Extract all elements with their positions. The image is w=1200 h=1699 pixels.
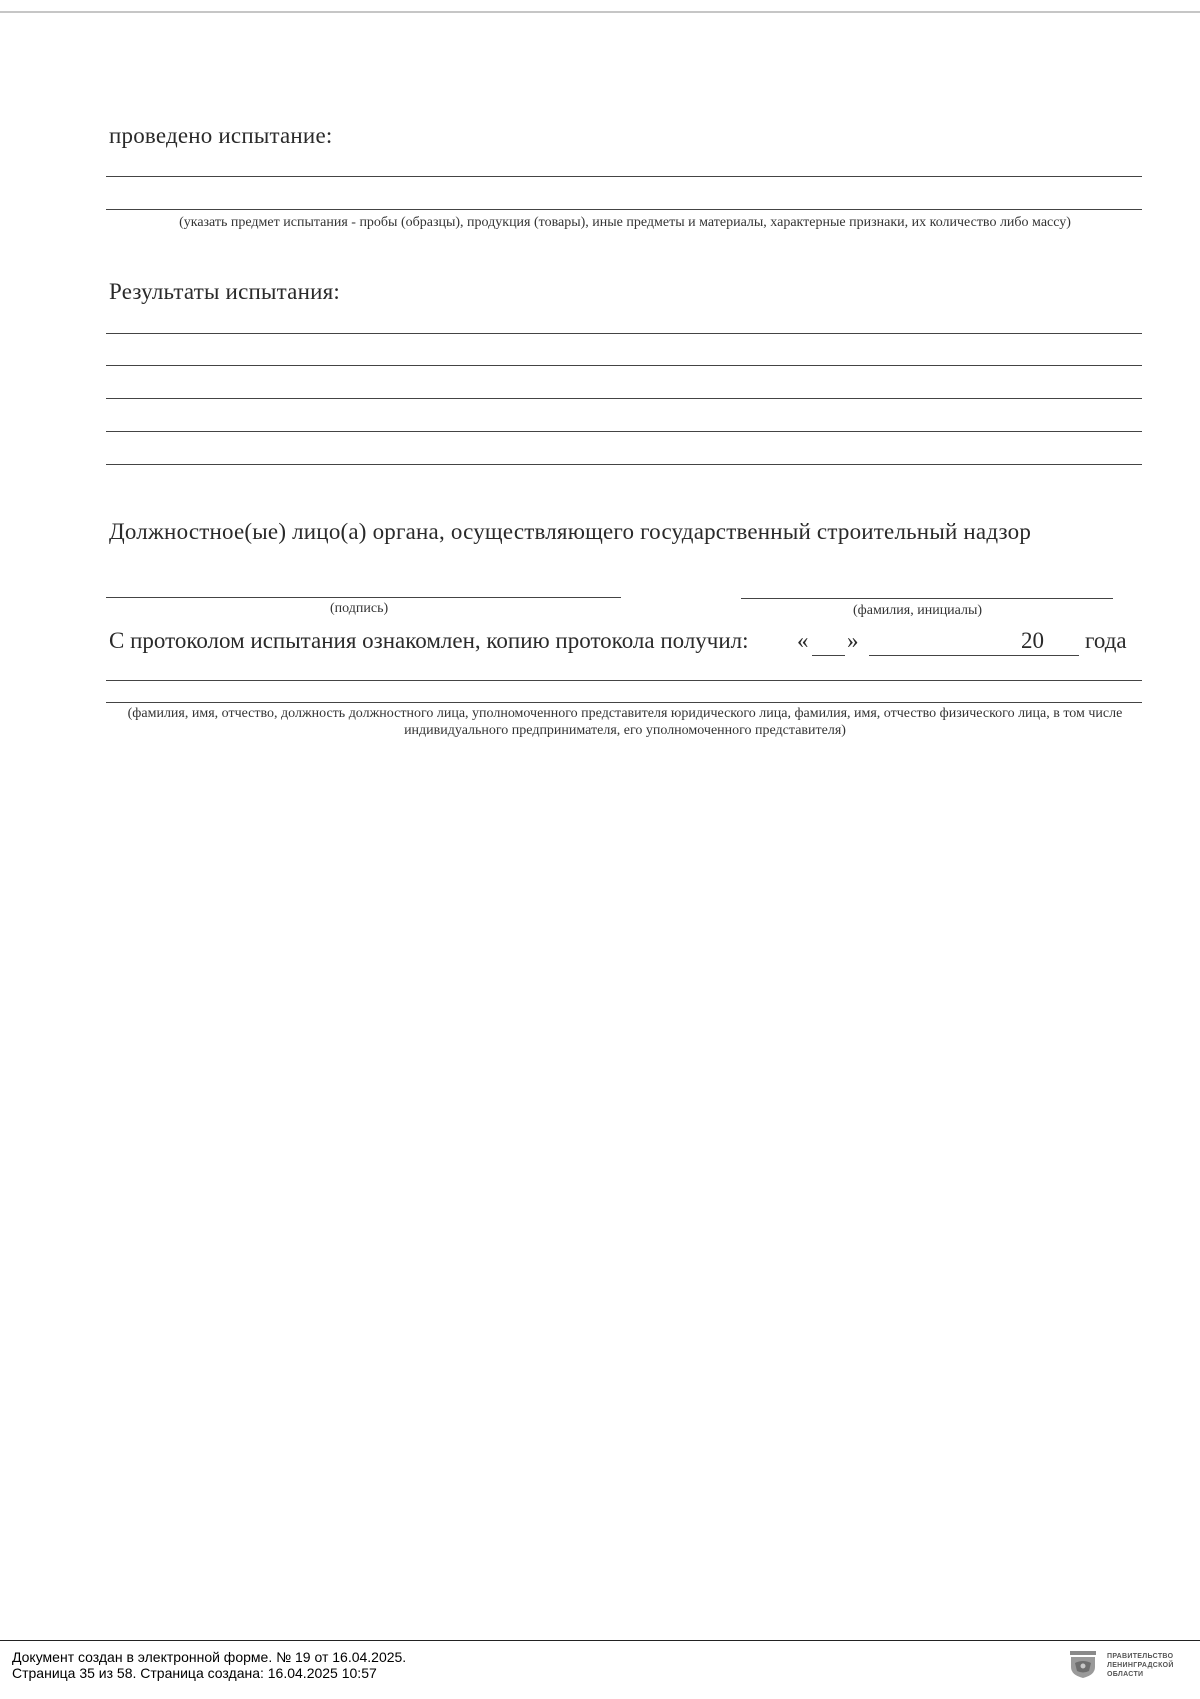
quote-close: » bbox=[847, 628, 859, 653]
footer-org-line-2: ЛЕНИНГРАДСКОЙ bbox=[1107, 1662, 1174, 1669]
test-heading: проведено испытание: bbox=[109, 123, 333, 148]
results-heading: Результаты испытания: bbox=[109, 279, 340, 304]
top-edge-rule bbox=[0, 11, 1200, 13]
ack-line-2 bbox=[106, 702, 1142, 703]
month-blank bbox=[869, 655, 1049, 656]
footer-text bbox=[12, 1649, 406, 1681]
footer-line-1: Документ создан в электронной форме. № 19 от 16.04.2025. bbox=[12, 1649, 407, 1665]
quote-open: « bbox=[797, 628, 809, 653]
page-footer bbox=[0, 1640, 1200, 1699]
year-prefix: 20 bbox=[1021, 628, 1044, 653]
results-line-4 bbox=[106, 431, 1142, 432]
footer-org-name bbox=[1107, 1652, 1174, 1679]
footer-line-2: Страница 35 из 58. Страница создана: 16.04.2025 10:57 bbox=[12, 1665, 377, 1681]
results-line-2 bbox=[106, 365, 1142, 366]
signature-line bbox=[106, 597, 621, 598]
name-label: (фамилия, инициалы) bbox=[853, 603, 983, 618]
results-line-3 bbox=[106, 398, 1142, 399]
acknowledgement-row bbox=[109, 627, 1144, 659]
year-blank bbox=[1049, 655, 1079, 656]
results-line-1 bbox=[106, 333, 1142, 334]
footer-org-line-3: ОБЛАСТИ bbox=[1107, 1671, 1144, 1678]
footer-org-line-1: ПРАВИТЕЛЬСТВО bbox=[1107, 1653, 1174, 1660]
test-line-1 bbox=[106, 176, 1142, 177]
acknowledgement-text: С протоколом испытания ознакомлен, копию протокола получил: bbox=[109, 628, 749, 653]
name-line bbox=[741, 598, 1113, 599]
year-suffix: года bbox=[1085, 628, 1127, 653]
official-heading: Должностное(ые) лицо(а) органа, осуществляющего государственный строительный надзор bbox=[109, 519, 1032, 544]
ack-line-1 bbox=[106, 680, 1142, 681]
results-line-5 bbox=[106, 464, 1142, 465]
coat-of-arms-icon bbox=[1070, 1651, 1096, 1679]
test-line-2 bbox=[106, 209, 1142, 210]
signature-label: (подпись) bbox=[330, 601, 389, 616]
test-caption: (указать предмет испытания - пробы (образцы), продукция (товары), иные предметы и материалы, характерные признаки, их количество либо массу) bbox=[179, 215, 1071, 230]
day-blank bbox=[812, 655, 845, 656]
ack-caption: (фамилия, имя, отчество, должность должностного лица, уполномоченного представителя юридического лица, фамилия, имя, отчество физического лица, в том числе индивидуального предпринимателя, его уполномоченного представителя) bbox=[127, 706, 1123, 738]
